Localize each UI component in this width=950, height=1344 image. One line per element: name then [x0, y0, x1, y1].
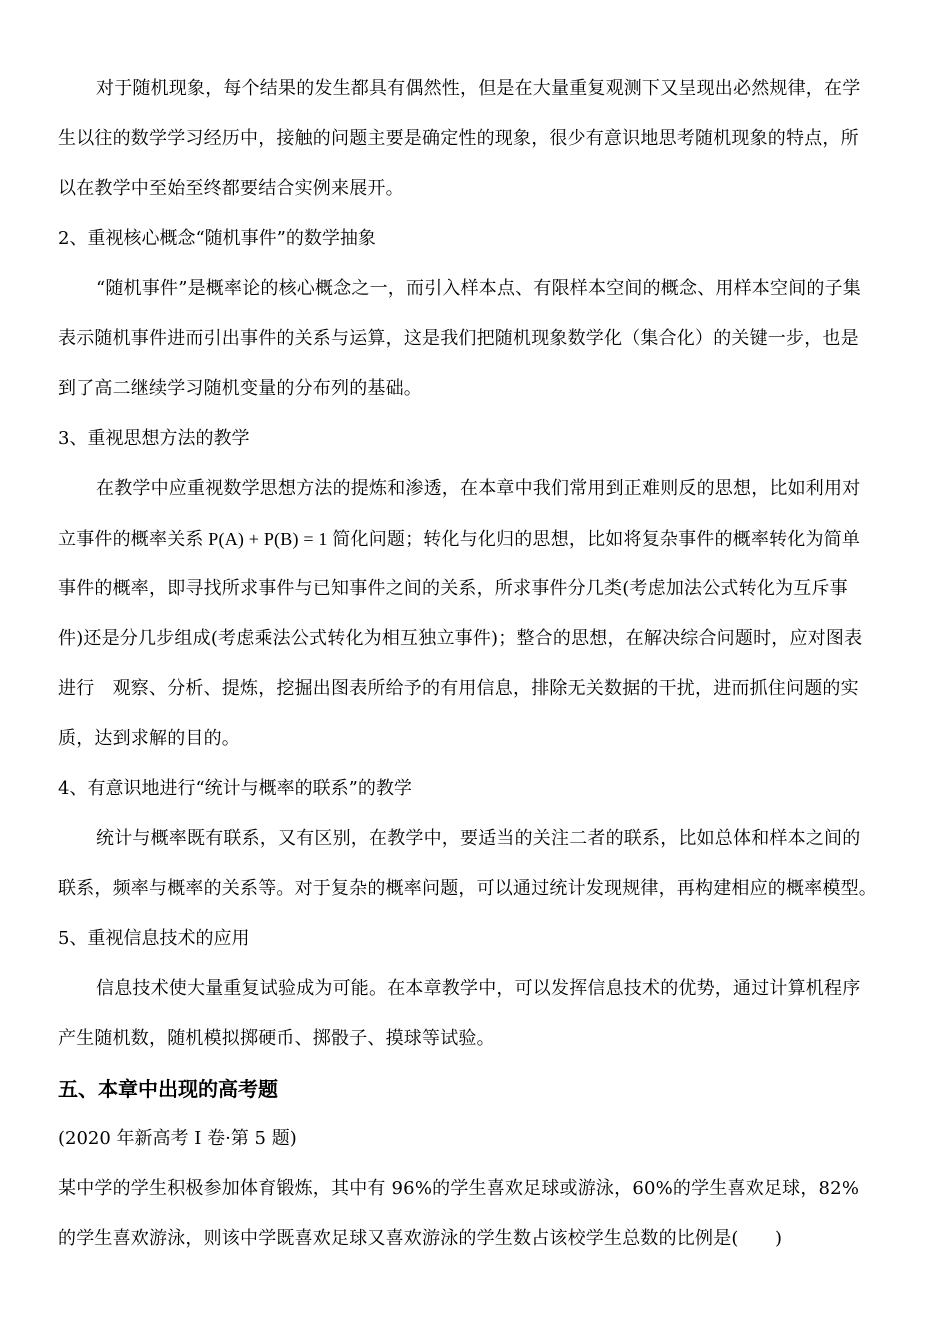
heading-item-4: 4、有意识地进行“统计与概率的联系”的教学	[58, 778, 412, 799]
text-line: 进行 观察、分析、提炼，挖掘出图表所给予的有用信息，排除无关数据的干扰，进而抓住问题的实	[58, 678, 859, 699]
text-line-formula: 立事件的概率关系 P(A) + P(B) = 1 简化问题；转化与化归的思想，比如将复杂事件的概率转化为简单	[58, 529, 861, 549]
text-line: 表示随机事件进而引出事件的关系与运算，这是我们把随机现象数学化（集合化）的关键一步，也是	[58, 328, 859, 349]
text-line: 事件的概率，即寻找所求事件与已知事件之间的关系，所求事件分几类(考虑加法公式转化为互斥事	[58, 578, 848, 599]
text-line: 信息技术使大量重复试验成为可能。在本章教学中，可以发挥信息技术的优势，通过计算机程序	[96, 978, 861, 999]
paragraph-item-5	[58, 964, 894, 1064]
text-line: “随机事件”是概率论的核心概念之一，而引入样本点、有限样本空间的概念、用样本空间的子集	[96, 278, 861, 299]
section-title: 五、本章中出现的高考题	[58, 1077, 278, 1101]
paragraph-random-phenomenon	[58, 64, 894, 214]
paragraph-item-3	[58, 464, 894, 764]
question-line: 的学生喜欢游泳，则该中学既喜欢足球又喜欢游泳的学生数占该校学生总数的比例是( )	[58, 1228, 783, 1249]
document-page	[58, 64, 894, 1264]
question-line: 某中学的学生积极参加体育锻炼，其中有 96%的学生喜欢足球或游泳，60%的学生喜欢足球，82%	[58, 1178, 860, 1199]
paragraph-item-4	[58, 814, 894, 914]
text-line: 对于随机现象，每个结果的发生都具有偶然性，但是在大量重复观测下又呈现出必然规律，在学	[96, 78, 861, 99]
text-line: 到了高二继续学习随机变量的分布列的基础。	[58, 378, 422, 399]
text-line: 件)还是分几步组成(考虑乘法公式转化为相互独立事件)；整合的思想，在解决综合问题时，应对图表	[58, 628, 863, 649]
exam-source: (2020 年新高考 I 卷·第 5 题)	[58, 1128, 297, 1149]
paragraph-item-2	[58, 264, 894, 414]
text-line: 在教学中应重视数学思想方法的提炼和渗透，在本章中我们常用到正难则反的思想，比如利用对	[96, 478, 861, 499]
heading-item-2: 2、重视核心概念“随机事件”的数学抽象	[58, 228, 376, 249]
text-line: 生以往的数学学习经历中，接触的问题主要是确定性的现象，很少有意识地思考随机现象的特点，所	[58, 128, 859, 149]
heading-item-3: 3、重视思想方法的教学	[58, 428, 250, 449]
text-line: 质，达到求解的目的。	[58, 728, 240, 749]
text-line: 联系，频率与概率的关系等。对于复杂的概率问题，可以通过统计发现规律，再构建相应的概率模型。	[58, 878, 877, 899]
exam-question	[58, 1164, 894, 1264]
text-line: 以在教学中至始至终都要结合实例来展开。	[58, 178, 404, 199]
text-line: 统计与概率既有联系，又有区别，在教学中，要适当的关注二者的联系，比如总体和样本之间的	[96, 828, 861, 849]
heading-item-5: 5、重视信息技术的应用	[58, 928, 250, 949]
text-line: 产生随机数，随机模拟掷硬币、掷骰子、摸球等试验。	[58, 1028, 495, 1049]
